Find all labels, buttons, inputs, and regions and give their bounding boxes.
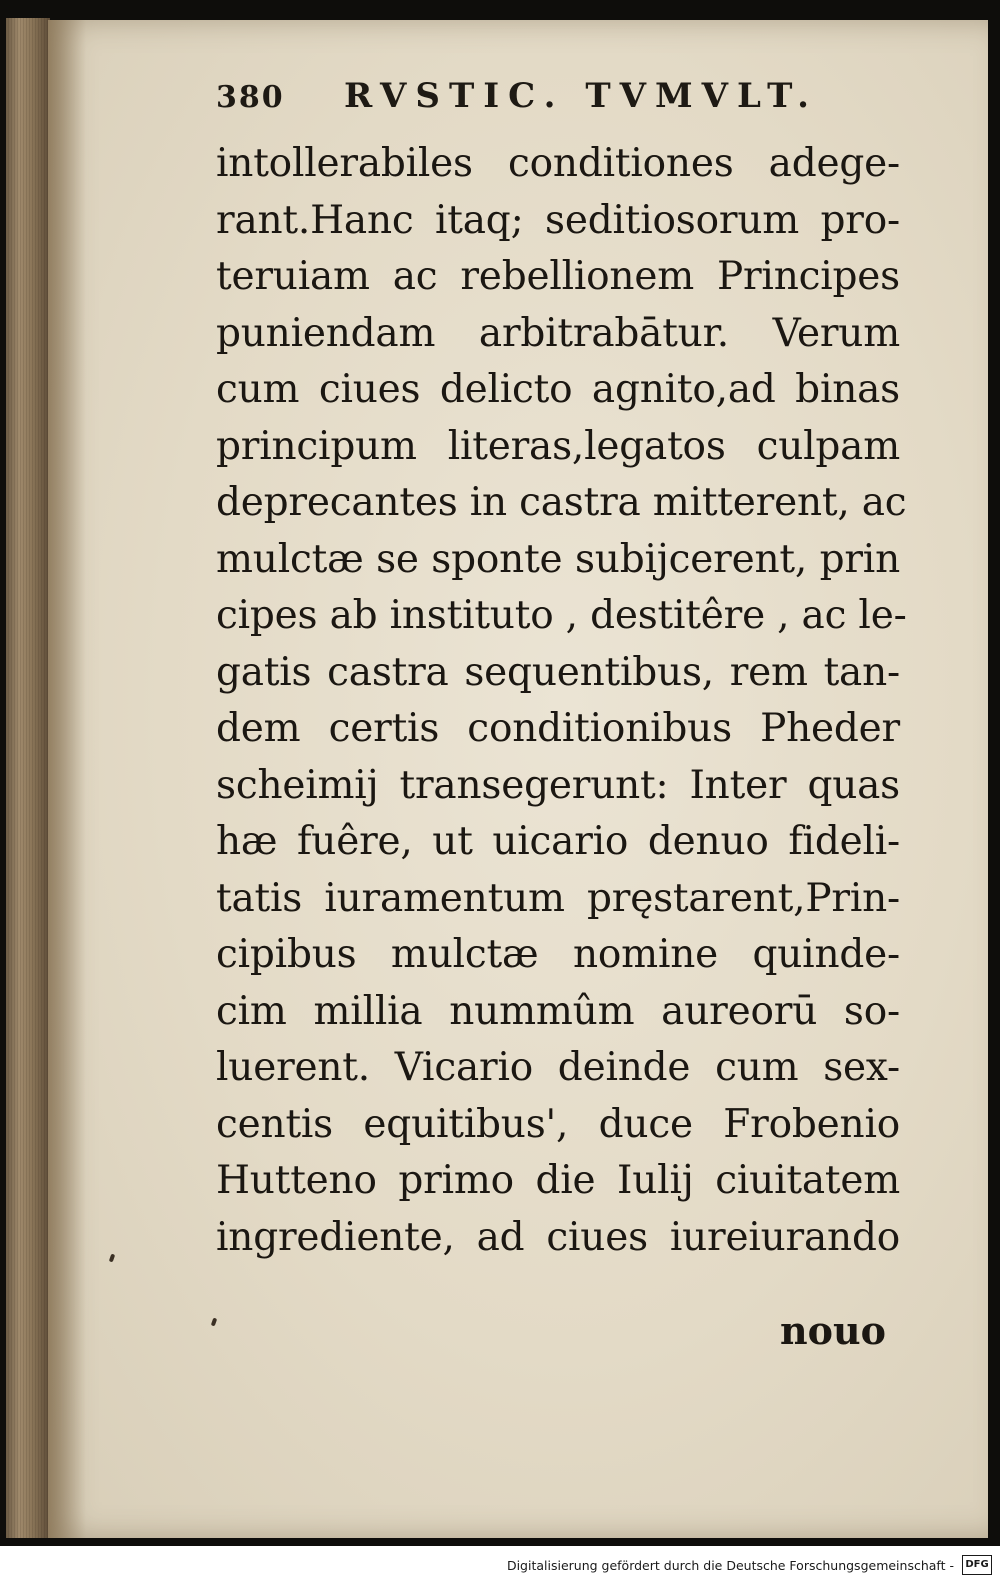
text-line: cim millia nummûm aureorū so- (216, 988, 900, 1034)
text-line: hæ fuêre, ut uicario denuo fideli- (216, 819, 900, 864)
text-line: cipes ab instituto , destitêre , ac le- (216, 593, 907, 638)
text-line: intollerabiles conditiones adege- (216, 141, 900, 186)
catchword: nouo (780, 1308, 886, 1353)
text-line: cum ciues delicto agnito,ad binas (216, 367, 900, 412)
text-line: gatis castra sequentibus, rem tan- (216, 649, 900, 695)
body-text (216, 136, 907, 1266)
dfg-logo: DFG (962, 1555, 992, 1575)
page-header (216, 76, 896, 136)
fore-edge-texture (6, 18, 50, 1538)
text-line: ingrediente, ad ciues iureiurando (216, 1214, 900, 1260)
text-line: cipibus mulctæ nomine quinde- (216, 932, 900, 977)
page-number: 380 (216, 80, 285, 115)
text-line: luerent. Vicario deinde cum sex- (216, 1045, 900, 1090)
page-gutter-shadow (48, 20, 86, 1538)
funding-credit: Digitalisierung gefördert durch die Deutsche Forschungsgemeinschaft - (506, 1558, 954, 1573)
text-line: centis equitibus', duce Frobenio (216, 1101, 900, 1147)
text-line: puniendam arbitrabātur. Verum (216, 310, 900, 356)
text-line: deprecantes in castra mitterent, ac (216, 480, 907, 525)
digitization-footer (0, 1546, 1000, 1590)
book-fore-edge (6, 18, 50, 1538)
text-line: Hutteno primo die Iulij ciuitatem (216, 1158, 900, 1203)
text-line: teruiam ac rebellionem Principes (216, 254, 900, 299)
text-line: scheimij transegerunt: Inter quas (216, 762, 900, 808)
text-line: rant.Hanc itaq; seditiosorum pro- (216, 197, 900, 243)
text-line: mulctæ se sponte subijcerent, prin (216, 536, 900, 582)
text-line: principum literas,legatos culpam (216, 423, 900, 469)
running-title: RVSTIC. TVMVLT. (344, 76, 818, 116)
text-line: dem certis conditionibus Pheder (216, 706, 900, 751)
text-line: tatis iuramentum pręstarent,Prin- (216, 875, 900, 921)
